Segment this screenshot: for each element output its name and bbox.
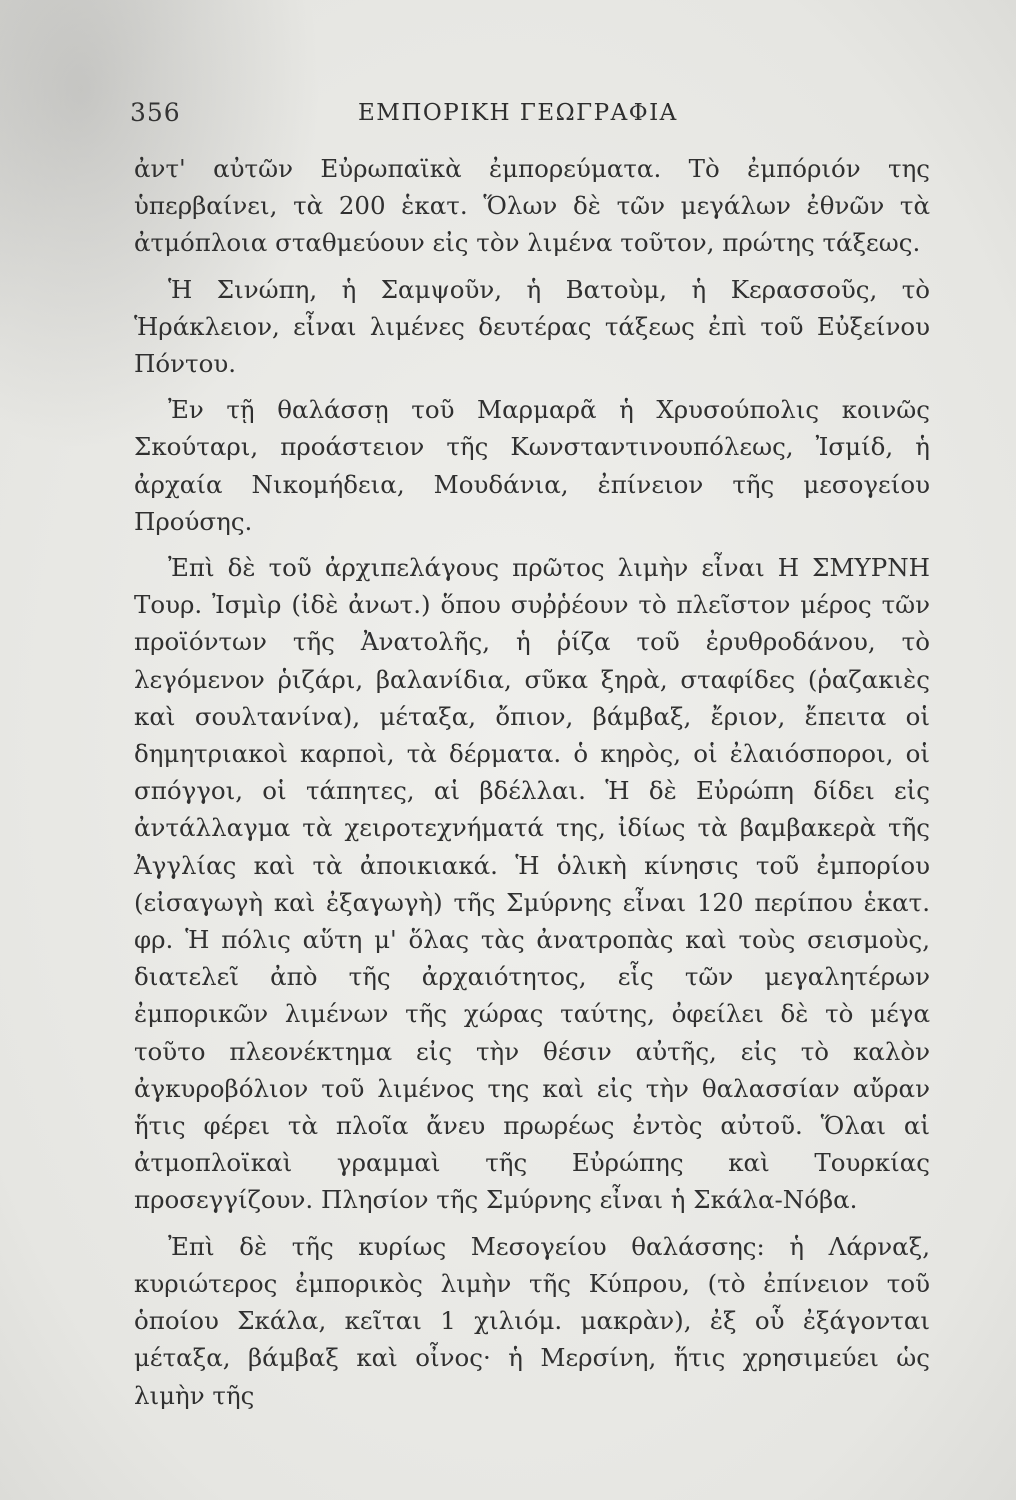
page-header [130,98,930,138]
running-title: ΕΜΠΟΡΙΚΗ ΓΕΩΓΡΑΦΙΑ [358,100,678,126]
paragraph: Ἐν τῇ θαλάσσῃ τοῦ Μαρμαρᾶ ἡ Χρυσούπολις κοινῶς Σκούταρι, προάστειον τῆς Κωνσταντινουπόλεως, Ἰσμίδ, ἡ ἀρχαία Νικομήδεια, Μουδάνια, ἐπίνειον τῆς μεσογείου Προύσης. [134,395,930,536]
paragraph: Ἐπὶ δὲ τῆς κυρίως Μεσογείου θαλάσσης: ἡ Λάρναξ, κυριώτερος ἐμπορικὸς λιμὴν τῆς Κύπρου, (τὸ ἐπίνειον τοῦ ὁποίου Σκάλα, κεῖται 1 χιλιόμ. μακρὰν), ἐξ οὗ ἐξάγονται μέταξα, βάμβαξ καὶ οἶνος· ἡ Μερσίνη, ἥτις χρησιμεύει ὡς λιμὴν τῆς [134,1231,930,1410]
paragraph: Ἡ Σινώπη, ἡ Σαμψοῦν, ἡ Βατοὺμ, ἡ Κερασσοῦς, τὸ Ἡράκλειον, εἶναι λιμένες δευτέρας τάξεως ἐπὶ τοῦ Εὐξείνου Πόντου. [134,274,930,379]
page-number: 356 [130,98,181,127]
paragraph: Ἐπὶ δὲ τοῦ ἀρχιπελάγους πρῶτος λιμὴν εἶναι Η ΣΜΥΡΝΗ Τουρ. Ἰσμὶρ (ἰδὲ ἀνωτ.) ὅπου συῤῥέουν τὸ πλεῖστον μέρος τῶν προϊόντων τῆς Ἀνατολῆς, ἡ ῥίζα τοῦ ἐρυθροδάνου, τὸ λεγόμενον ῥιζάρι, βαλανίδια, σῦκα ξηρὰ, σταφίδες (ῥαζακιὲς καὶ σουλτανίνα), μέταξα, ὄπιον, βάμβαξ, ἔριον, ἔπειτα οἱ δημητριακοὶ καρποὶ, τὰ δέρματα. ὁ κηρὸς, οἱ ἐλαιόσποροι, οἱ σπόγγοι, οἱ τάπητες, αἱ βδέλλαι. Ἡ δὲ Εὐρώπη δίδει εἰς ἀντάλλαγμα τὰ χειροτεχνήματά της, ἰδίως τὰ βαμβακερὰ τῆς Ἀγγλίας καὶ τὰ ἀποικιακά. Ἡ ὁλικὴ κίνησις τοῦ ἐμπορίου (εἰσαγωγὴ καὶ ἐξαγωγὴ) τῆς Σμύρνης εἶναι 120 περίπου ἑκατ. φρ. Ἡ πόλις αὕτη μ' ὅλας τὰς ἀνατροπὰς καὶ τοὺς σεισμοὺς, διατελεῖ ἀπὸ τῆς ἀρχαιότητος, εἷς τῶν μεγαλητέρων ἐμπορικῶν λιμένων τῆς χώρας ταύτης, ὀφείλει δὲ τὸ μέγα τοῦτο πλεονέκτημα εἰς τὴν θέσιν αὐτῆς, εἰς τὸ καλὸν ἀγκυροβόλιον τοῦ λιμένος της καὶ εἰς τὴν θαλασσίαν αὔραν ἥτις φέρει τὰ πλοῖα ἄνευ πρωρέως ἐντὸς αὐτοῦ. Ὅλαι αἱ ἀτμοπλοϊκαὶ γραμμαὶ τῆς Εὐρώπης καὶ Τουρκίας προσεγγίζουν. Πλησίον τῆς Σμύρνης εἶναι ἡ Σκάλα-Νόβα. [134,553,930,1215]
body-text [134,150,930,1423]
paragraph: ἀντ' αὐτῶν Εὐρωπαϊκὰ ἐμπορεύματα. Τὸ ἐμπόριόν της ὑπερβαίνει, τὰ 200 ἑκατ. Ὅλων δὲ τῶν μεγάλων ἐθνῶν τὰ ἀτμόπλοια σταθμεύουν εἰς τὸν λιμένα τοῦτον, πρώτης τάξεως. [134,154,930,258]
